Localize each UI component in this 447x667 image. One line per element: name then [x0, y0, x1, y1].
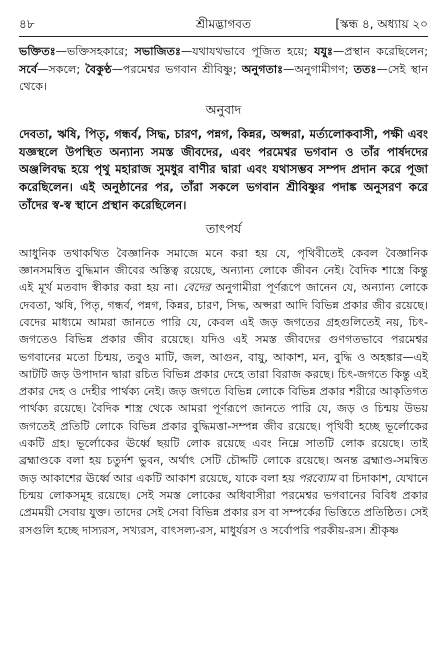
synonym-term: বৈকুণ্ঠ: [85, 62, 112, 76]
synonym-term: সভাজিতঃ: [134, 45, 182, 58]
synonym-term: ভক্তিতঃ: [19, 45, 56, 58]
purport-italic-term: বেদের: [183, 281, 211, 295]
synonym-term: অনুগতাঃ: [241, 62, 284, 76]
header-divider: [19, 36, 428, 37]
synonym-meaning: —সেই স্থান থেকে।: [19, 62, 428, 94]
purport-italic-term: পরব্যোম: [298, 471, 336, 485]
synonyms-paragraph: [19, 43, 428, 96]
purport-text: আধুনিক তথাকথিত বৈজ্ঞানিক সমাজে মনে করা হয় যে, পৃথিবীতেই কেবল বৈজ্ঞানিক জ্ঞানসমন্বিত বুদ্ধিমান জীবের অস্তিত্ব রয়েছে, অন্যান্য লোকে জীবন নেই। বৈদিক শাস্ত্রে কিন্তু এই মূর্খ মতবাদ স্বীকার করা হয় না।: [19, 246, 428, 295]
purport-text: অনুগামীরা পূর্ণরূপে জানেন যে, অন্যান্য লোকে দেবতা, ঋষি, পিতৃ, গন্ধর্ব, পন্নগ, কিন্নর, চারণ, সিদ্ধ, অপ্সরা আদি বিভিন্ন প্রকার জীব রয়েছে। বেদের মাধ্যমে আমরা জানতে পারি যে, কেবল এই জড় জগতের গ্রহগুলিতেই নয়, চিৎ-জগতেও বিভিন্ন প্রকার জীব রয়েছে। যদিও এই সমস্ত জীবদের গুণগতভাবে পরমেশ্বর ভগবানের মতো চিন্ময়, তবুও মাটি, জল, আগুন, বায়ু, আকাশ, মন, বুদ্ধি ও অহঙ্কার—এই আটটি জড় উপাদান দ্বারা রচিত বিভিন্ন প্রকার দেহে তারা বিরাজ করছে। চিৎ-জগতে কিন্তু এই প্রকার দেহ ও দেহীর পার্থক্য নেই। জড় জগতে বিভিন্ন লোকে বিভিন্ন প্রকার শরীরে আকৃতিগত পার্থক্য রয়েছে। বৈদিক শাস্ত্র থেকে আমরা পূর্ণরূপে জানতে পারি যে, জড় ও চিন্ময় উভয় জগতেই প্রতিটি লোকে বিভিন্ন প্রকার বুদ্ধিমত্তা-সম্পন্ন জীব রয়েছে। পৃথিবী হচ্ছে ভূর্লোকের একটি গ্রহ। ভূর্লোকের ঊর্ধ্বে ছয়টি লোক রয়েছে এবং নিম্নে সাতটি লোক রয়েছে। তাই ব্রহ্মাণ্ডকে বলা হয় চতুর্দশ ভুবন, অর্থাৎ সেটি চৌদ্দটি লোকে রয়েছে। অনন্ত ব্রহ্মাণ্ড-সমন্বিত জড় আকাশের ঊর্ধ্বে আর একটি আকাশ রয়েছে, যাকে বলা হয়: [19, 281, 428, 485]
synonym-meaning: —অনুগামীগণ;: [283, 62, 354, 76]
synonym-meaning: —যথাযথভাবে পূজিত হয়ে;: [181, 45, 315, 58]
purport-paragraph: [19, 245, 428, 539]
synonym-term: ততঃ: [353, 62, 377, 76]
chapter-reference: [স্কন্ধ ৪, অধ্যায় ২০: [335, 17, 428, 31]
synonym-term: যযুঃ: [314, 45, 334, 58]
synonym-term: সর্বে: [19, 62, 38, 76]
page-number: ৪৮: [19, 17, 35, 31]
purport-heading: তাৎপর্য: [205, 220, 242, 236]
synonym-meaning: —পরমেশ্বর ভগবান শ্রীবিষ্ণু;: [111, 62, 242, 76]
synonym-meaning: —ভক্তিসহকারে;: [55, 45, 135, 58]
running-header: [19, 14, 428, 34]
purport-text: বা চিদাকাশ, যেখানে চিন্ময় লোকসমূহ রয়েছে। সেই সমস্ত লোকের অধিবাসীরা পরমেশ্বর ভগবানের বিবিধ প্রকার প্রেমময়ী সেবায় যুক্ত। তাদের সেই সেবা বিভিন্ন প্রকার রস বা সম্পর্কের ভিত্তিতে প্রতিষ্ঠিত। সেই রসগুলি হচ্ছে দাস্যরস, সখ্যরস, বাৎসল্য-রস, মাধুর্যরস ও সর্বোপরি পরকীয়-রস। শ্রীকৃষ্ণ: [19, 471, 428, 537]
book-title: শ্রীমদ্ভাগবত: [195, 17, 251, 31]
translation-paragraph: দেবতা, ঋষি, পিতৃ, গন্ধর্ব, সিদ্ধ, চারণ, পন্নগ, কিন্নর, অপ্সরা, মর্ত্যলোকবাসী, পক্ষী এবং যজ্ঞস্থলে উপস্থিত অন্যান্য সমস্ত জীবদের, এবং পরমেশ্বর ভগবান ও তাঁর পার্ষদদের অঞ্জলিবদ্ধ হয়ে পৃথু মহারাজ সুমধুর বাণীর দ্বারা এবং যথাসম্ভব সম্পদ প্রদান করে পূজা করেছিলেন। এই অনুষ্ঠানের পর, তাঁরা সকলে ভগবান শ্রীবিষ্ণুর পদাঙ্ক অনুসরণ করে তাঁদের স্ব-স্ব স্থানে প্রস্থান করেছিলেন।: [19, 126, 428, 212]
synonym-meaning: —সকলে;: [37, 62, 86, 76]
translation-heading: অনুবাদ: [205, 101, 242, 117]
synonym-meaning: —প্রস্থান করেছিলেন;: [333, 45, 428, 58]
